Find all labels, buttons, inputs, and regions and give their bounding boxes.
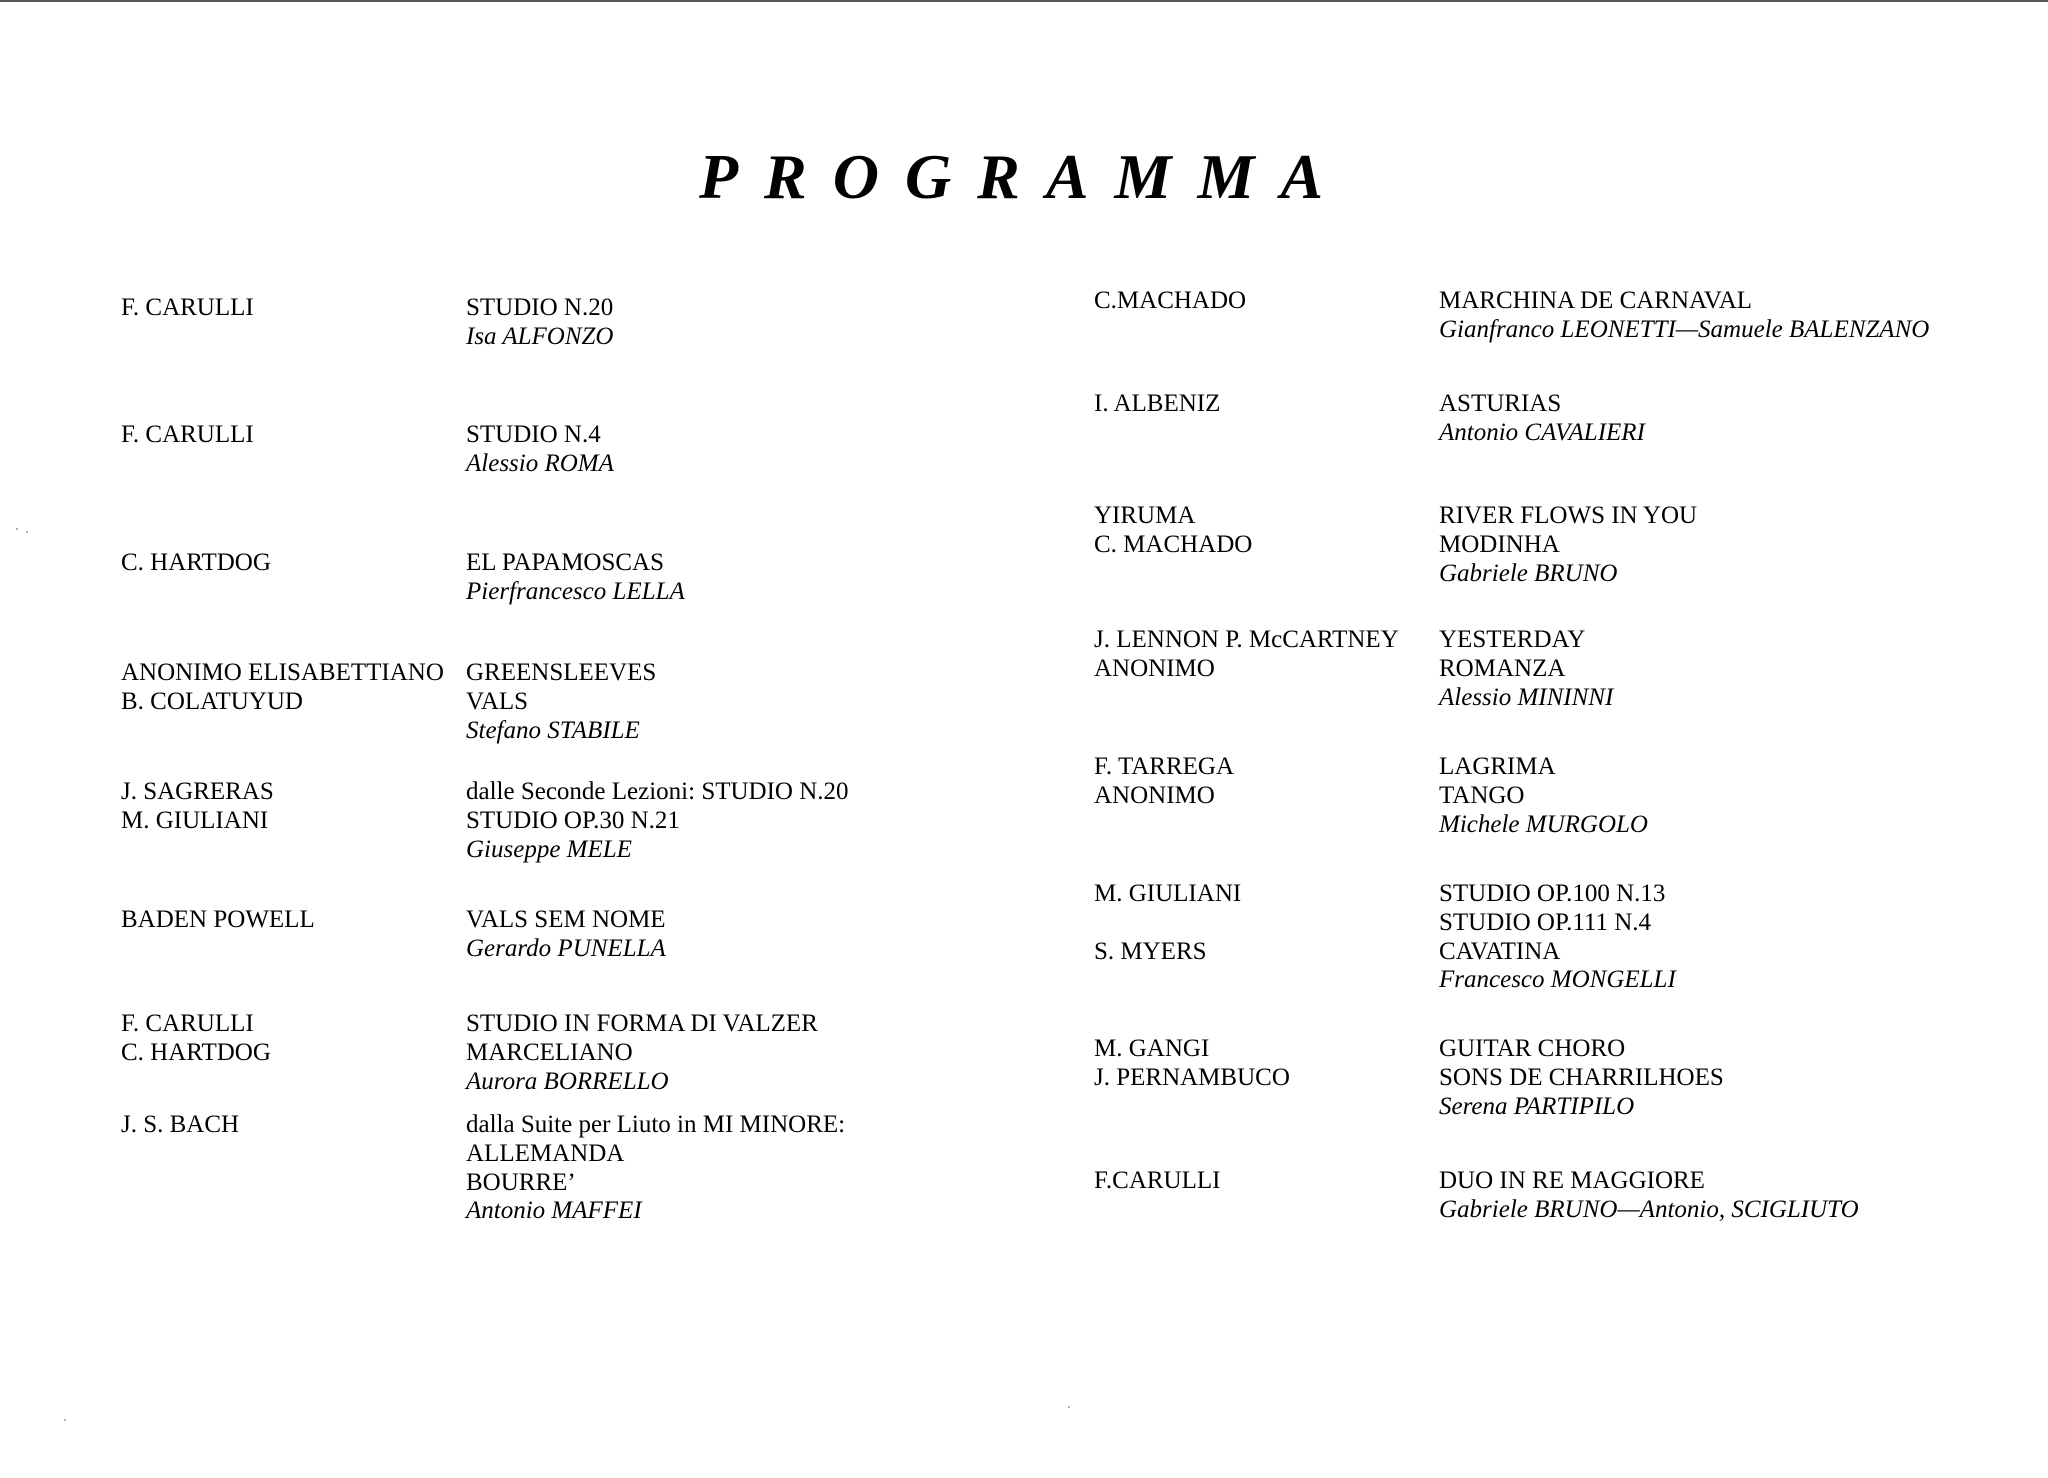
performer-name: Stefano STABILE	[466, 716, 640, 744]
piece-title: BOURRE’	[466, 1168, 576, 1196]
piece-list	[1439, 753, 1648, 839]
piece-title: VALS	[466, 687, 529, 715]
composer-name: F. TARREGA	[1094, 753, 1235, 780]
composer-name: F. CARULLI	[121, 294, 254, 321]
composer-name: BADEN POWELL	[121, 906, 315, 933]
composer-list	[1094, 502, 1252, 560]
piece-title: RIVER FLOWS IN YOU	[1439, 502, 1698, 529]
piece-title: ALLEMANDA	[466, 1139, 625, 1167]
piece-list	[466, 906, 666, 964]
composer-list	[1094, 880, 1241, 966]
performer-name: Gianfranco LEONETTI—Samuele BALENZANO	[1439, 315, 1930, 343]
piece-title: GUITAR CHORO	[1439, 1035, 1626, 1062]
piece-title: SONS DE CHARRILHOES	[1439, 1063, 1724, 1091]
piece-list	[1439, 626, 1613, 712]
performer-name: Giuseppe MELE	[466, 835, 632, 863]
composer-name: I. ALBENIZ	[1094, 390, 1221, 417]
piece-title: EL PAPAMOSCAS	[466, 549, 665, 576]
composer-name: C. HARTDOG	[121, 1038, 271, 1066]
composer-list	[121, 1111, 239, 1140]
performer-name: Isa ALFONZO	[466, 322, 614, 350]
composer-name: M. GIULIANI	[1094, 880, 1242, 907]
piece-title: TANGO	[1439, 781, 1525, 809]
performer-name: Alessio MININNI	[1439, 683, 1614, 711]
piece-list	[1439, 1035, 1724, 1121]
composer-name: J. SAGRERAS	[121, 778, 274, 805]
piece-title: MARCHINA DE CARNAVAL	[1439, 287, 1753, 314]
performer-name: Michele MURGOLO	[1439, 810, 1648, 838]
piece-title: GREENSLEEVES	[466, 659, 657, 686]
page-title: PROGRAMMA	[698, 141, 1350, 212]
performer-name: Gerardo PUNELLA	[466, 934, 666, 962]
piece-title: STUDIO IN FORMA DI VALZER	[466, 1010, 818, 1037]
piece-title: STUDIO N.20	[466, 294, 614, 321]
piece-list	[1439, 287, 1929, 345]
scan-speck	[64, 1419, 66, 1421]
composer-name: F.CARULLI	[1094, 1167, 1221, 1194]
composer-name: F. CARULLI	[121, 1010, 254, 1037]
composer-list	[121, 421, 254, 450]
composer-list	[121, 659, 444, 717]
piece-list	[1439, 880, 1676, 995]
piece-title: STUDIO OP.111 N.4	[1439, 908, 1652, 936]
composer-list	[1094, 1167, 1220, 1196]
piece-title: DUO IN RE MAGGIORE	[1439, 1167, 1705, 1194]
piece-title: ROMANZA	[1439, 654, 1566, 682]
piece-title: CAVATINA	[1439, 937, 1561, 965]
piece-title: MODINHA	[1439, 530, 1560, 558]
composer-name: J. S. BACH	[121, 1111, 240, 1138]
composer-list	[121, 549, 271, 578]
composer-name	[1094, 909, 1241, 938]
composer-name: S. MYERS	[1094, 937, 1207, 965]
piece-list	[1439, 502, 1697, 588]
piece-title: dalle Seconde Lezioni: STUDIO N.20	[466, 778, 849, 805]
performer-name: Gabriele BRUNO	[1439, 559, 1618, 587]
composer-name: M. GANGI	[1094, 1035, 1210, 1062]
performer-name: Aurora BORRELLO	[466, 1067, 669, 1095]
piece-title: YESTERDAY	[1439, 626, 1586, 653]
piece-list	[466, 421, 614, 479]
performer-name: Antonio MAFFEI	[466, 1197, 642, 1225]
scan-speck	[16, 528, 18, 530]
piece-title: MARCELIANO	[466, 1038, 633, 1066]
composer-name: J. PERNAMBUCO	[1094, 1063, 1290, 1091]
composer-name: C. HARTDOG	[121, 549, 271, 576]
composer-list	[1094, 1035, 1290, 1093]
scan-speck	[1068, 1406, 1070, 1408]
piece-list	[466, 659, 656, 745]
piece-list	[466, 549, 685, 607]
composer-list	[121, 294, 254, 323]
piece-list	[466, 294, 614, 352]
piece-list	[1439, 1167, 1859, 1225]
piece-list	[466, 1010, 818, 1096]
performer-name: Gabriele BRUNO—Antonio, SCIGLIUTO	[1439, 1195, 1859, 1223]
composer-name: B. COLATUYUD	[121, 687, 303, 715]
composer-name: ANONIMO	[1094, 654, 1215, 682]
composer-list	[121, 906, 315, 935]
composer-name: C.MACHADO	[1094, 287, 1247, 314]
piece-title: STUDIO OP.100 N.13	[1439, 880, 1666, 907]
composer-list	[1094, 626, 1399, 684]
performer-name: Serena PARTIPILO	[1439, 1092, 1635, 1120]
piece-title: LAGRIMA	[1439, 753, 1556, 780]
performer-name: Alessio ROMA	[466, 449, 614, 477]
piece-title: STUDIO OP.30 N.21	[466, 806, 680, 834]
composer-name: F. CARULLI	[121, 421, 254, 448]
piece-title: VALS SEM NOME	[466, 906, 666, 933]
piece-list	[466, 1111, 845, 1226]
performer-name: Francesco MONGELLI	[1439, 966, 1676, 994]
composer-name: YIRUMA	[1094, 502, 1196, 529]
piece-list	[466, 778, 849, 864]
piece-title: STUDIO N.4	[466, 421, 601, 448]
composer-list	[1094, 390, 1220, 419]
top-border	[0, 0, 2048, 2]
scan-speck	[26, 531, 28, 533]
piece-list	[1439, 390, 1645, 448]
composer-name: C. MACHADO	[1094, 530, 1253, 558]
composer-name: ANONIMO ELISABETTIANO	[121, 659, 444, 686]
piece-title: dalla Suite per Liuto in MI MINORE:	[466, 1111, 846, 1138]
composer-list	[1094, 287, 1246, 316]
composer-name: J. LENNON P. McCARTNEY	[1094, 626, 1399, 653]
composer-list	[121, 1010, 271, 1068]
composer-list	[121, 778, 274, 836]
composer-name: M. GIULIANI	[121, 806, 269, 834]
composer-list	[1094, 753, 1234, 811]
piece-title: ASTURIAS	[1439, 390, 1562, 417]
composer-name: ANONIMO	[1094, 781, 1215, 809]
performer-name: Pierfrancesco LELLA	[466, 577, 685, 605]
performer-name: Antonio CAVALIERI	[1439, 418, 1645, 446]
